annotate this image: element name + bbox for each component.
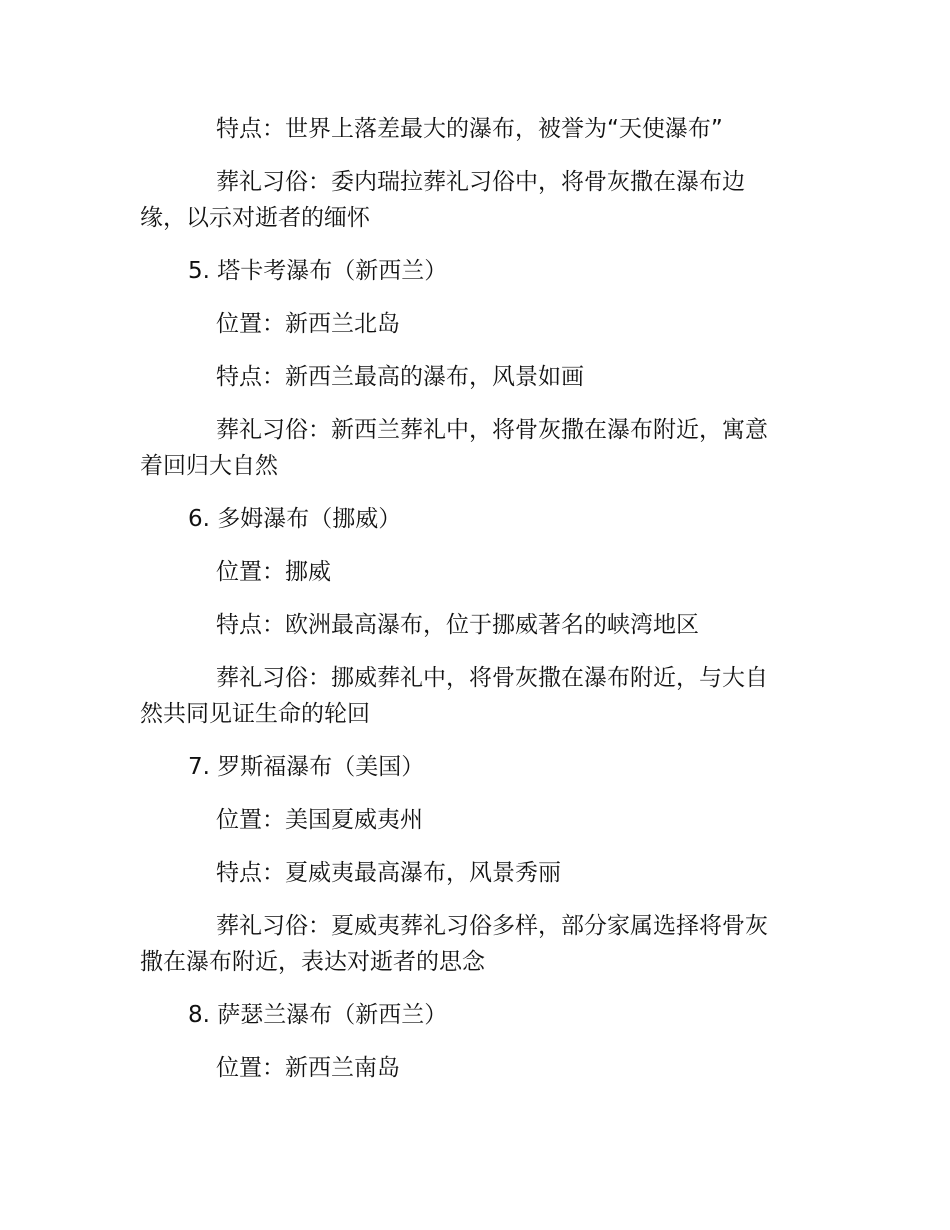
section-heading-7: 7. 罗斯福瀑布（美国） (188, 754, 425, 780)
section-heading-8: 8. 萨瑟兰瀑布（新西兰） (188, 1002, 448, 1028)
paragraph-funeral-custom: 葬礼习俗：挪威葬礼中，将骨灰撒在瀑布附近，与大自然共同见证生命的轮回 (140, 665, 768, 727)
document-body (140, 111, 788, 1103)
section-heading-6: 6. 多姆瀑布（挪威） (188, 506, 402, 532)
paragraph-location: 位置：新西兰南岛 (216, 1055, 400, 1081)
paragraph-feature: 特点：夏威夷最高瀑布，风景秀丽 (216, 860, 561, 886)
paragraph-feature: 特点：新西兰最高的瀑布，风景如画 (216, 364, 584, 390)
paragraph-feature: 特点：欧洲最高瀑布，位于挪威著名的峡湾地区 (216, 612, 699, 638)
paragraph-location: 位置：新西兰北岛 (216, 311, 400, 337)
paragraph-location: 位置：挪威 (216, 559, 331, 585)
paragraph-location: 位置：美国夏威夷州 (216, 807, 423, 833)
section-heading-5: 5. 塔卡考瀑布（新西兰） (188, 258, 448, 284)
paragraph-feature: 特点：世界上落差最大的瀑布，被誉为“天使瀑布” (216, 116, 723, 142)
paragraph-funeral-custom: 葬礼习俗：委内瑞拉葬礼习俗中，将骨灰撒在瀑布边缘，以示对逝者的缅怀 (140, 169, 745, 231)
paragraph-funeral-custom: 葬礼习俗：新西兰葬礼中，将骨灰撒在瀑布附近，寓意着回归大自然 (140, 417, 768, 479)
paragraph-funeral-custom: 葬礼习俗：夏威夷葬礼习俗多样，部分家属选择将骨灰撒在瀑布附近，表达对逝者的思念 (140, 913, 768, 975)
